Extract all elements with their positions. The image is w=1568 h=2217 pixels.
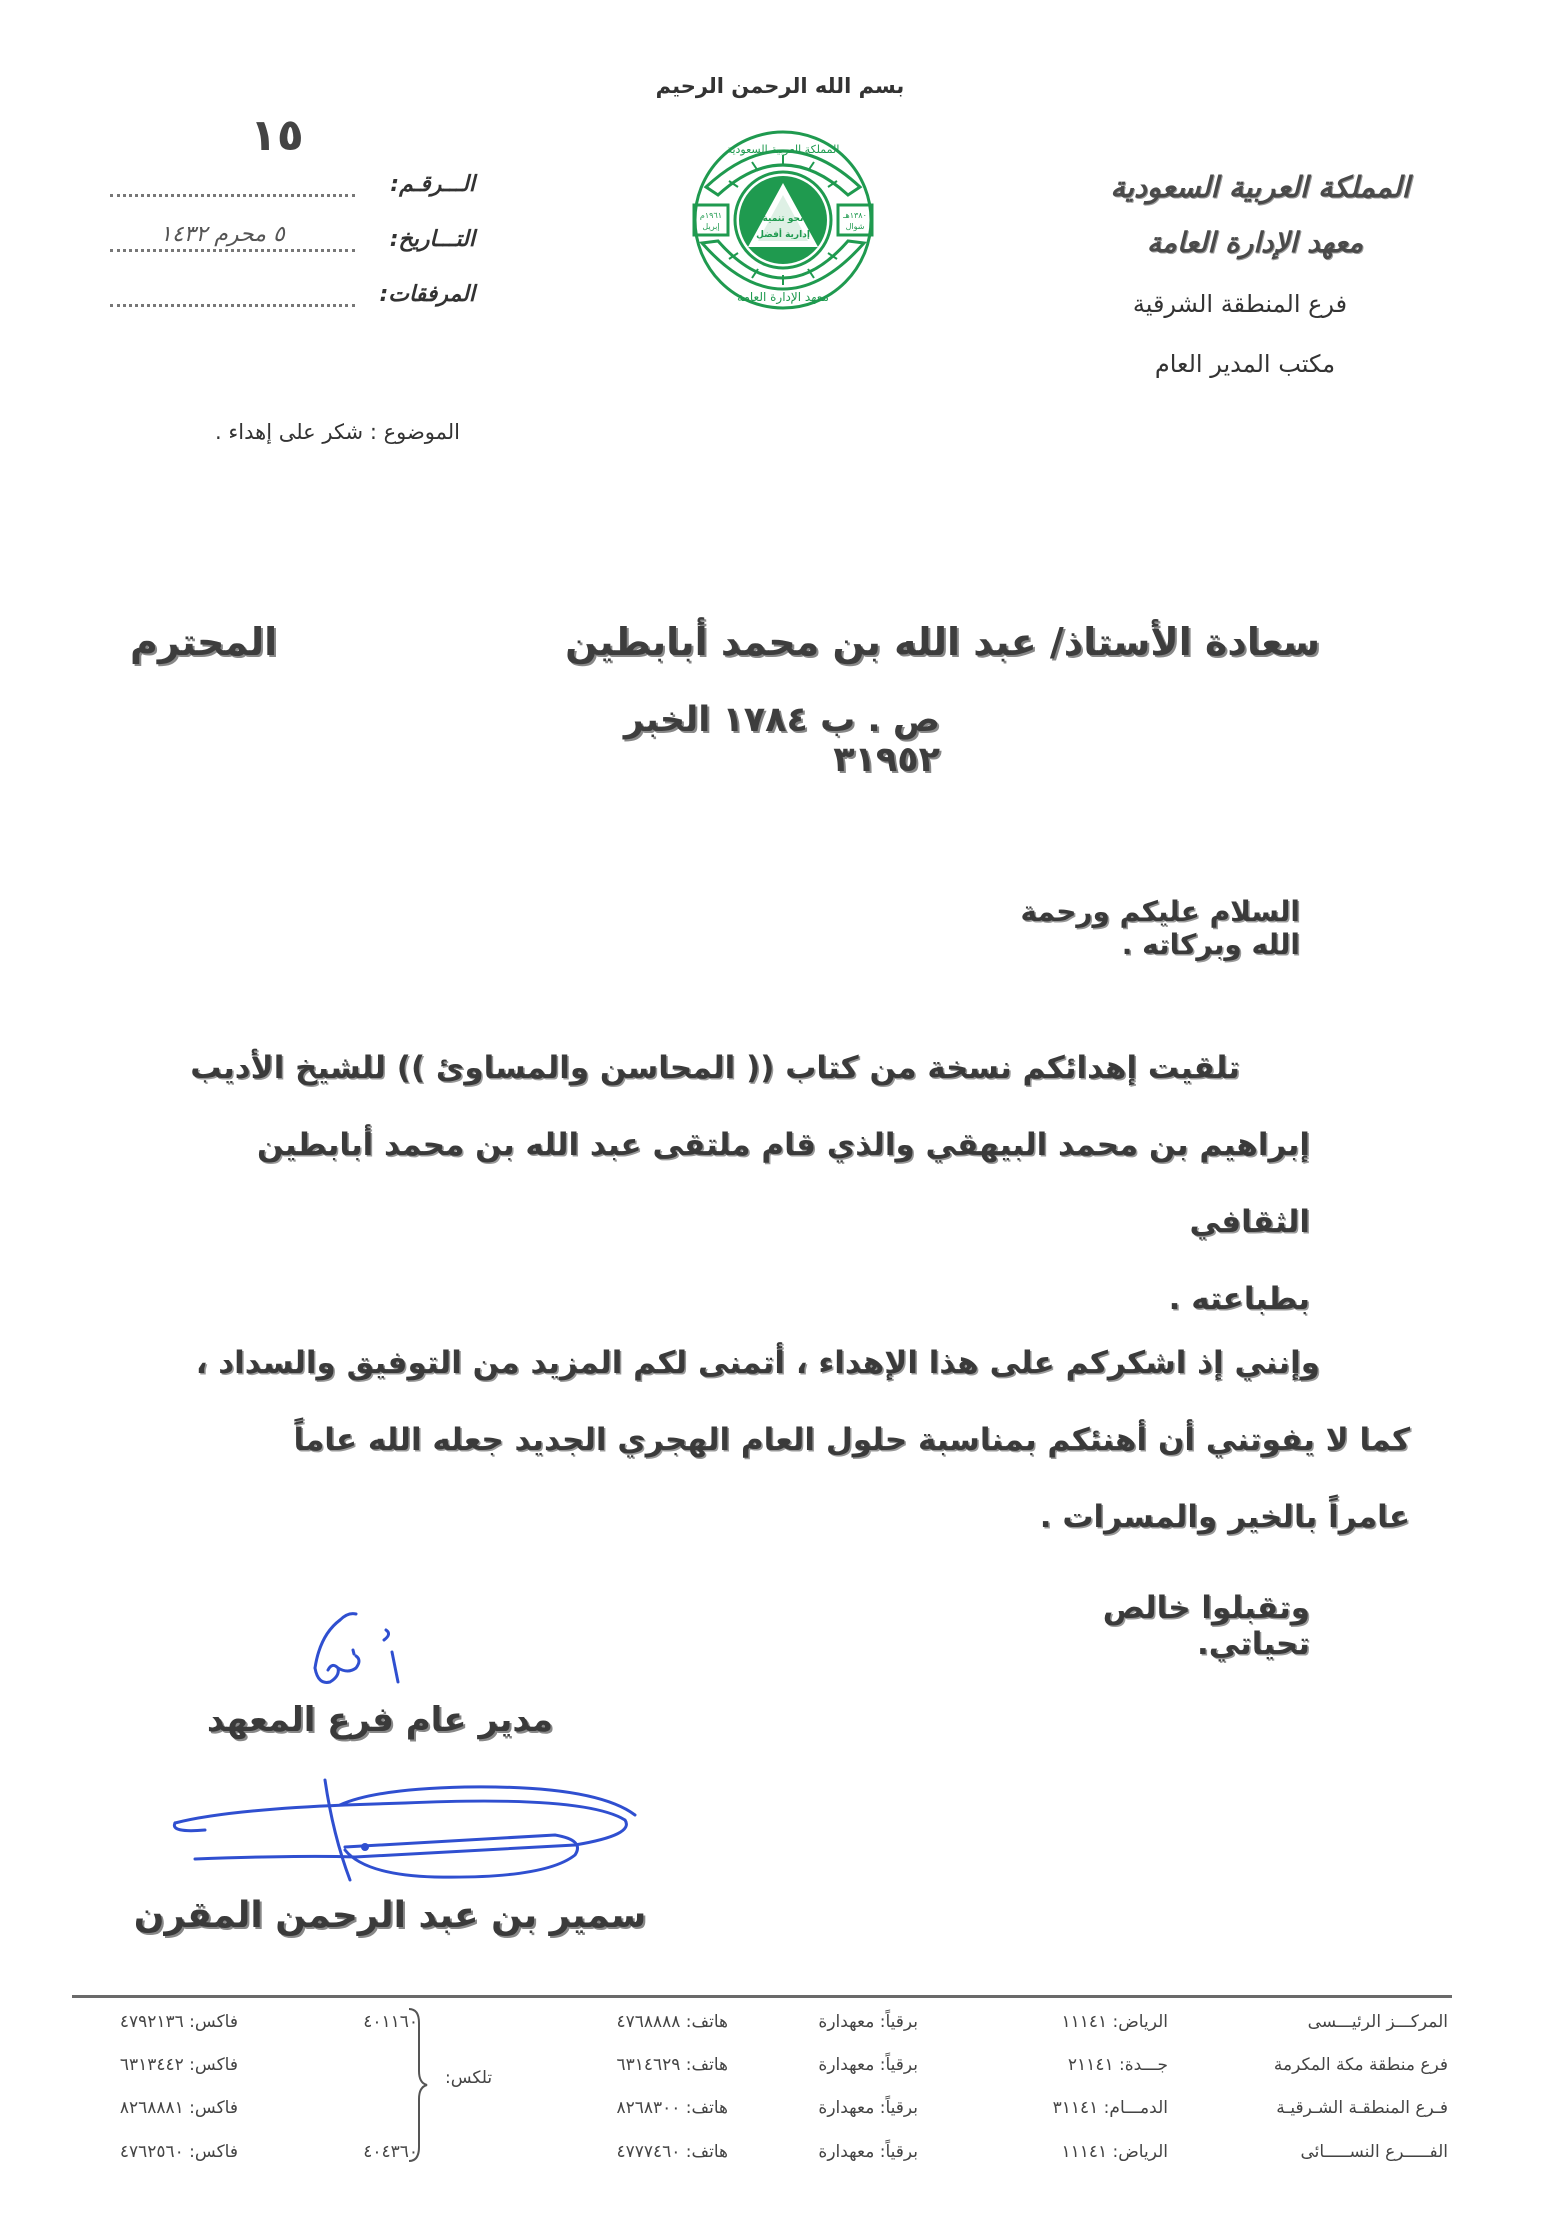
letterhead-country: المملكة العربية السعودية xyxy=(1110,170,1410,204)
paragraph-1 xyxy=(130,1030,1310,1338)
svg-text:المملكة العربية السعودية: المملكة العربية السعودية xyxy=(726,143,840,156)
institute-logo xyxy=(688,125,878,315)
footer-row xyxy=(0,2098,1568,2128)
footer-city: جـــدة: ٢١١٤١ xyxy=(1067,2055,1168,2075)
footer-branch: المركـــز الرئيـــسى xyxy=(1307,2012,1448,2032)
greeting: السلام عليكم ورحمة الله وبركاته . xyxy=(1020,895,1300,961)
paragraph-1-line-1: تلقيت إهدائكم نسخة من كتاب (( المحاسن والمساوئ )) للشيخ الأديب xyxy=(190,1050,1240,1086)
svg-text:١٩٦١م: ١٩٦١م xyxy=(699,211,723,220)
footer-row xyxy=(0,2142,1568,2172)
handwritten-reference-number: ١٥ xyxy=(250,110,304,161)
footer-cable: برقياً: معهدارة xyxy=(818,2012,918,2032)
svg-text:إدارية أفضل: إدارية أفضل xyxy=(756,230,810,240)
logo-seal-icon xyxy=(688,125,878,315)
footer-branch: الفـــــرع النســـــائى xyxy=(1300,2142,1448,2162)
svg-text:١٣٨٠هـ: ١٣٨٠هـ xyxy=(843,211,867,220)
footer-fax: فاكس: ٦٣١٣٤٤٢ xyxy=(119,2055,238,2075)
paragraph-1-line-2: إبراهيم بن محمد البيهقي والذي قام ملتقى عبد الله بن محمد أبابطين الثقافي xyxy=(256,1127,1310,1240)
subject-line: الموضوع : شكر على إهداء . xyxy=(215,420,460,444)
paragraph-1-line-3: بطباعته . xyxy=(1168,1281,1310,1317)
addressee-line xyxy=(130,620,1320,664)
footer-phone: هاتف: ٤٧٦٨٨٨٨ xyxy=(616,2012,728,2032)
footer-cable: برقياً: معهدارة xyxy=(818,2055,918,2075)
addressee-address: ص . ب ١٧٨٤ الخبر ٣١٩٥٢ xyxy=(623,700,940,780)
date-label: التـــاريخ: xyxy=(389,227,475,252)
footer-city: الرياض: ١١١٤١ xyxy=(1061,2012,1168,2032)
attachments-line xyxy=(110,280,355,307)
signatory-title: مدير عام فرع المعهد xyxy=(206,1700,554,1740)
closing-line: وتقبلوا خالص تحياتي. xyxy=(1102,1590,1310,1662)
svg-text:إبريل: إبريل xyxy=(702,222,720,231)
date-value: ٥ محرم ١٤٣٢ xyxy=(160,222,285,247)
signatory-name: سمير بن عبد الرحمن المقرن xyxy=(133,1895,647,1936)
svg-text:معهد الإدارة العامة: معهد الإدارة العامة xyxy=(737,290,829,304)
footer-city: الرياض: ١١١٤١ xyxy=(1061,2142,1168,2162)
bismillah: بسم الله الرحمن الرحيم xyxy=(655,74,905,98)
letterhead-branch: فرع المنطقة الشرقية xyxy=(1132,290,1348,318)
footer-fax: فاكس: ٤٧٩٢١٣٦ xyxy=(119,2012,238,2032)
footer-city: الدمـــام: ٣١١٤١ xyxy=(1052,2098,1168,2118)
addressee-name: سعادة الأستاذ/ عبد الله بن محمد أبابطين xyxy=(565,620,1320,664)
footer-phone: هاتف: ٦٣١٤٦٢٩ xyxy=(616,2055,728,2075)
footer-row xyxy=(0,2012,1568,2042)
footer-fax: فاكس: ٨٢٦٨٨٨١ xyxy=(119,2098,238,2118)
footer-row xyxy=(0,2055,1568,2085)
footer-phone: هاتف: ٤٧٧٧٤٦٠ xyxy=(616,2142,728,2162)
footer-cable: برقياً: معهدارة xyxy=(818,2098,918,2118)
svg-text:نحو تنمية: نحو تنمية xyxy=(762,214,804,224)
footer-telex-number: ٤٠٤٣٦٠ xyxy=(363,2142,418,2162)
addressee-honorific: المحترم xyxy=(130,620,278,664)
reference-number-label: الـــرقـم: xyxy=(390,172,475,197)
footer-divider xyxy=(72,1995,1452,1998)
footer-fax: فاكس: ٤٧٦٢٥٦٠ xyxy=(119,2142,238,2162)
reference-number-line xyxy=(110,170,355,197)
date-field xyxy=(110,220,475,252)
footer-branch: فرع منطقة مكة المكرمة xyxy=(1273,2055,1448,2075)
signature xyxy=(165,1775,645,1889)
attachments-label: المرفقات: xyxy=(379,282,475,307)
footer-telex-number: ٤٠١١٦٠ xyxy=(363,2012,418,2032)
footer-phone: هاتف: ٨٢٦٨٣٠٠ xyxy=(616,2098,728,2118)
footer-telex-label: تلكس: xyxy=(445,2068,493,2088)
letterhead-institute: معهد الإدارة العامة xyxy=(1146,226,1364,259)
paragraph-2-line-2: كما لا يفوتني أن أهنئكم بمناسبة حلول العام الهجري الجديد جعله الله عاماً xyxy=(293,1422,1410,1458)
attachments-field xyxy=(110,275,475,307)
letterhead-office: مكتب المدير العام xyxy=(1154,350,1336,378)
paragraph-2-line-3: عامراً بالخير والمسرات . xyxy=(1039,1499,1410,1535)
paragraph-2 xyxy=(130,1325,1410,1556)
footer-branch: فـرع المنطقـة الشـرقيـة xyxy=(1276,2098,1448,2118)
date-line xyxy=(110,222,355,252)
footer-cable: برقياً: معهدارة xyxy=(818,2142,918,2162)
handwritten-note-icon xyxy=(300,1590,430,1700)
reference-number-field xyxy=(110,165,475,197)
signature-scribble-icon xyxy=(165,1775,645,1885)
handwritten-approval-note xyxy=(300,1590,430,1704)
svg-text:شوال: شوال xyxy=(845,222,865,231)
paragraph-2-line-1: وإنني إذ اشكركم على هذا الإهداء ، أتمنى لكم المزيد من التوفيق والسداد ، xyxy=(195,1345,1320,1381)
